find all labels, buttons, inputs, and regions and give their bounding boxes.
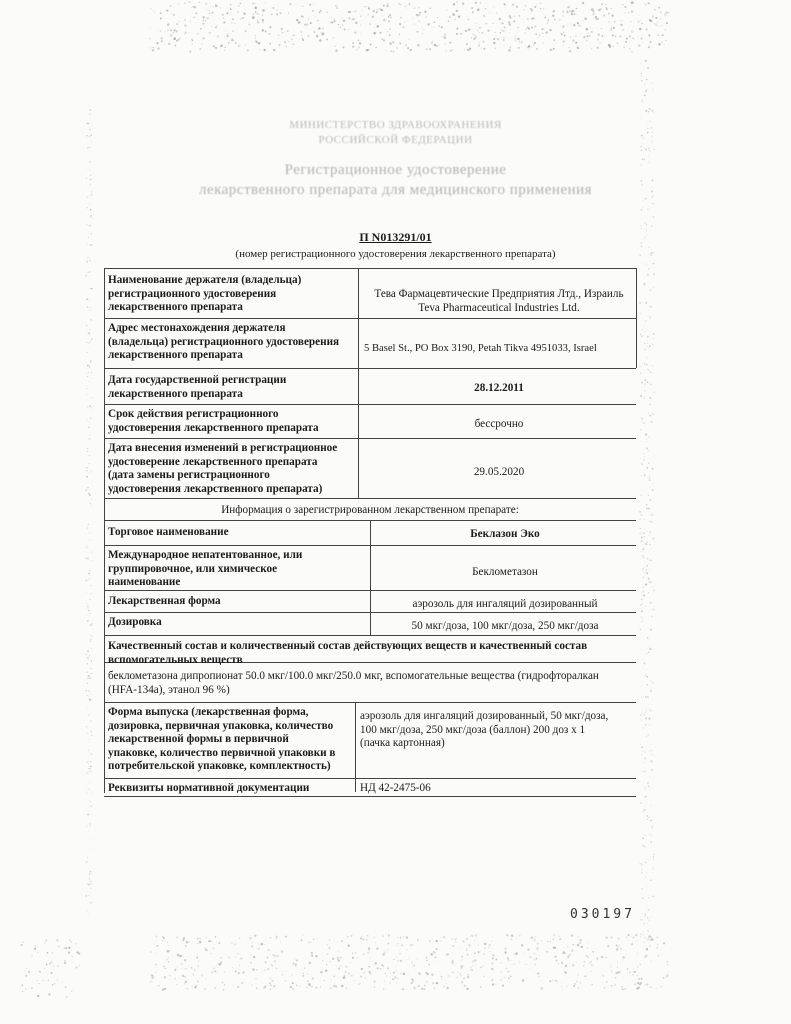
address-label (108, 322, 360, 363)
holder-label-line: регистрационного удостоверения (108, 287, 277, 300)
change-date-value: 29.05.2020 (473, 466, 525, 478)
release-form-label (108, 706, 354, 774)
registration-date-value: 28.12.2011 (474, 382, 524, 394)
validity-value: бессрочно (474, 418, 524, 430)
release-form-label-line: лекарственной формы в первичной (108, 733, 289, 745)
holder-label-line: Наименование держателя (владельца) (108, 274, 302, 286)
registration-date-label (108, 374, 356, 401)
composition-label-line: вспомогательных веществ (108, 653, 243, 666)
address-label-line: Адрес местонахождения держателя (108, 322, 286, 334)
inn-label-line: группировочное, или химическое (108, 562, 278, 575)
inn-value: Беклометазон (472, 566, 538, 578)
registration-number: П N013291/01 (359, 230, 432, 244)
change-date-label-line: (дата замены регистрационного (108, 469, 270, 481)
release-form-value-line: (пачка картонная) (360, 737, 445, 749)
info-heading: Информация о зарегистрированном лекарственном препарате: (221, 504, 519, 516)
normative-label: Реквизиты нормативной документации (108, 782, 310, 794)
change-date-label-line: Дата внесения изменений в регистрационное (108, 442, 338, 454)
holder-label (108, 274, 356, 315)
inn-label-line: Международное непатентованное, или (108, 549, 303, 561)
release-form-label-line: Форма выпуска (лекарственная форма, (108, 706, 309, 718)
validity-label-line: Срок действия регистрационного (108, 408, 279, 420)
address-label-line: лекарственного препарата (108, 349, 243, 361)
address-label-line: (владельца) регистрационного удостоверения (108, 335, 340, 348)
serial-number: 030197 (570, 907, 635, 922)
certificate-title-line-1: Регистрационное удостоверение (284, 162, 507, 178)
composition-value-line: (HFA-134a), этанол 96 %) (108, 683, 230, 696)
holder-value (362, 288, 636, 315)
release-form-value-line: аэрозоль для ингаляций дозированный, 50 мкг/доза, (360, 710, 609, 722)
composition-value (108, 670, 636, 697)
trade-name-label: Торговое наименование (108, 526, 229, 538)
release-form-label-line: потребительской упаковке, комплектность) (108, 760, 331, 772)
ministry-header (0, 118, 791, 148)
registration-number-caption: (номер регистрационного удостоверения лекарственного препарата) (235, 248, 556, 260)
composition-value-line: беклометазона дипропионат 50.0 мкг/100.0 мкг/250.0 мкг, вспомогательные вещества (гидрофторалкан (108, 670, 599, 682)
trade-name-value: Беклазон Эко (470, 528, 540, 540)
certificate-title (0, 160, 791, 200)
inn-label-line: наименование (108, 576, 181, 588)
release-form-label-line: упаковке, количество первичной упаковки в (108, 746, 336, 759)
holder-label-line: лекарственного препарата (108, 301, 243, 313)
dosage-label: Дозировка (108, 616, 162, 628)
release-form-label-line: дозировка, первичная упаковка, количество (108, 719, 334, 732)
release-form-value-line: 100 мкг/доза, 250 мкг/доза (баллон) 200 доз х 1 (360, 723, 586, 736)
dosage-value: 50 мкг/доза, 100 мкг/доза, 250 мкг/доза (411, 620, 599, 632)
composition-label-line: Качественный состав и количественный состав действующих веществ и качественный состав (108, 640, 588, 652)
change-date-label-line: удостоверение лекарственного препарата (108, 455, 318, 468)
composition-label (108, 640, 636, 667)
holder-value-line: Тева Фармацевтические Предприятия Лтд., Израиль (374, 288, 624, 300)
validity-label-line: удостоверения лекарственного препарата (108, 421, 319, 434)
holder-value-line: Teva Pharmaceutical Industries Ltd. (418, 301, 580, 314)
registration-date-label-line: Дата государственной регистрации (108, 374, 287, 386)
change-date-label-line: удостоверения лекарственного препарата) (108, 482, 323, 495)
normative-value: НД 42-2475-06 (360, 782, 431, 794)
registration-date-label-line: лекарственного препарата (108, 387, 243, 400)
dosage-form-value: аэрозоль для ингаляций дозированный (412, 598, 598, 610)
certificate-title-line-2: лекарственного препарата для медицинского применения (198, 182, 593, 198)
inn-label (108, 549, 366, 590)
address-value: 5 Basel St., PO Box 3190, Petah Tikva 4951033, Israel (364, 343, 597, 354)
validity-label (108, 408, 356, 435)
ministry-line-1: МИНИСТЕРСТВО ЗДРАВООХРАНЕНИЯ (289, 119, 502, 131)
ministry-line-2: РОССИЙСКОЙ ФЕДЕРАЦИИ (318, 134, 473, 146)
dosage-form-label: Лекарственная форма (108, 595, 221, 607)
release-form-value (360, 710, 636, 751)
change-date-label (108, 442, 358, 496)
